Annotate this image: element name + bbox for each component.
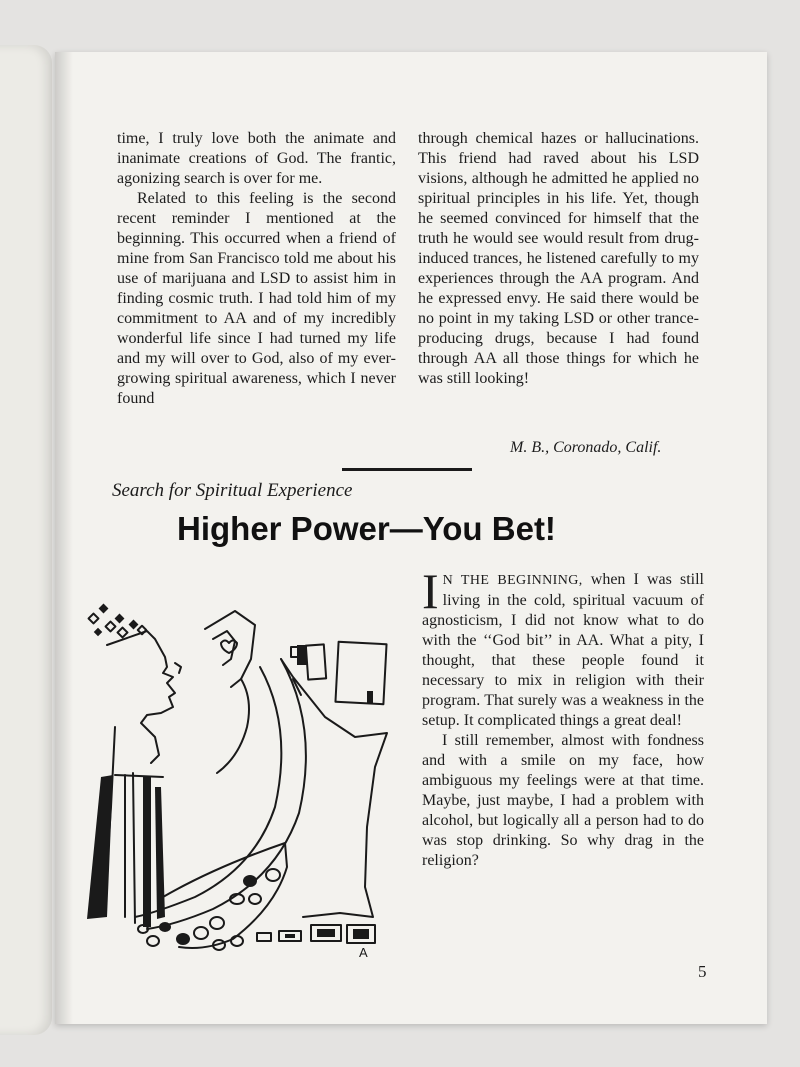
- paragraph: I still remember, almost with fondness and with a smile on my face, how ambiguous my feelings were at that time. Maybe, just maybe, I had a problem with alcohol, but logically all a person had to do was stop drinking. So why drag in the religion?: [422, 732, 704, 869]
- article-kicker: Search for Spiritual Experience: [112, 480, 353, 501]
- artist-mark: A: [359, 945, 368, 959]
- drop-cap: I: [422, 563, 439, 619]
- paragraph: [422, 563, 704, 731]
- article-column-right: [418, 129, 699, 389]
- article-headline: Higher Power—You Bet!: [177, 510, 556, 547]
- lead-in: N THE BEGINNING,: [442, 573, 583, 588]
- line-drawing-illustration: [55, 567, 400, 959]
- paragraph: time, I truly love both the animate and inanimate creations of God. The frantic, agonizing search is over for me.: [117, 130, 396, 187]
- paragraph: Related to this feeling is the second recent reminder I mentioned at the beginning. This occurred when a friend of mine from San Francisco told me about his use of marijuana and LSD to assist him in finding cosmic truth. I had told him of my commitment to AA and of my incredibly wonderful life since I had turned my life and my will over to God, also of my ever-growing spiritual awareness, which I never found: [117, 190, 396, 407]
- author-signature: M. B., Coronado, Calif.: [510, 439, 662, 456]
- section-divider: [342, 468, 472, 471]
- article-body-column: [422, 563, 704, 871]
- magazine-page: [55, 52, 767, 1024]
- facing-page-edge: [0, 45, 52, 1035]
- paragraph-text: when I was still living in the cold, spiritual vacuum of agnosticism, I did not know what to do with the ‘‘God bit’’ in AA. What a pity, I thought, that these people found it necessary to mix in religion with their program. That surely was a weakness in the setup. It complicated things a great deal!: [422, 571, 704, 729]
- page-number: 5: [698, 962, 707, 981]
- article-column-left: [117, 129, 396, 409]
- paragraph: through chemical hazes or hallucinations. This friend had raved about his LSD visions, although he admitted he applied no spiritual principles in his life. Yet, though he seemed convinced for himself that the truth he would see would result from drug-induced trances, he listened carefully to my experiences through the AA program. And he expressed envy. He said there would be no point in my taking LSD or other trance-producing drugs, because I had found through AA all those things for which he was still looking!: [418, 130, 699, 387]
